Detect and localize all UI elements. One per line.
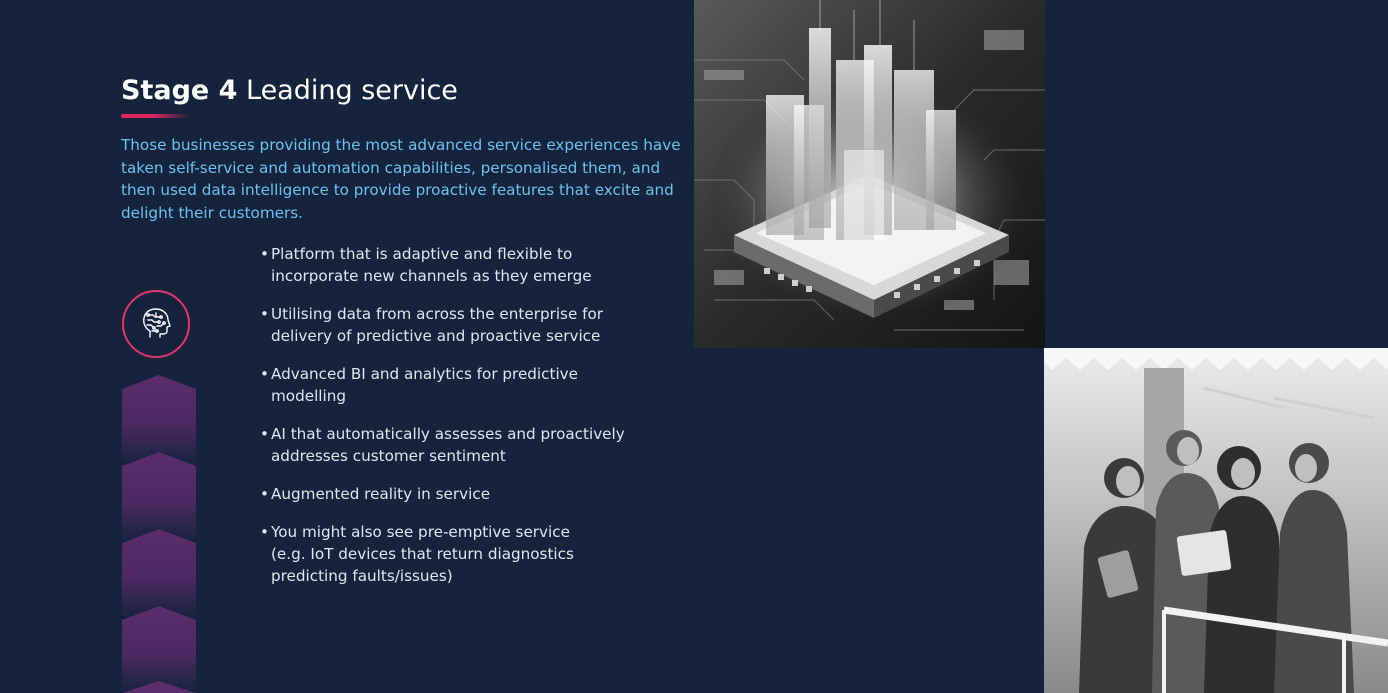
stage-label: Stage 4 (121, 75, 238, 106)
page-title (121, 74, 458, 108)
title-rest: Leading service (246, 75, 458, 106)
chevron-stage-3 (122, 529, 196, 619)
ai-head-circuit-icon (122, 290, 190, 358)
stage-chevron-stack (122, 375, 196, 693)
title-underline (121, 114, 191, 118)
feature-list (259, 243, 659, 603)
intro-paragraph: Those businesses providing the most advanced service experiences have taken self-service and automation capabilities, personalised them, and then used data intelligence to provide proactive features that excite and delight their customers. (121, 136, 681, 222)
chevron-stage-4 (122, 606, 196, 693)
list-item: • You might also see pre-emptive service (e.g. IoT devices that return diagnostics predicting faults/issues) (260, 522, 574, 586)
list-item: • Platform that is adaptive and flexible to incorporate new channels as they emerge (260, 245, 592, 286)
chevron-stage-2 (122, 452, 196, 542)
chevron-stage-1 (122, 375, 196, 465)
city-chip-photo (694, 0, 1045, 348)
list-item: • Utilising data from across the enterprise for delivery of predictive and proactive service (260, 305, 604, 346)
team-photo (1044, 348, 1388, 693)
list-item: • AI that automatically assesses and proactively addresses customer sentiment (260, 425, 625, 466)
list-item: • Augmented reality in service (260, 485, 491, 503)
list-item: • Advanced BI and analytics for predictive modelling (260, 365, 579, 406)
